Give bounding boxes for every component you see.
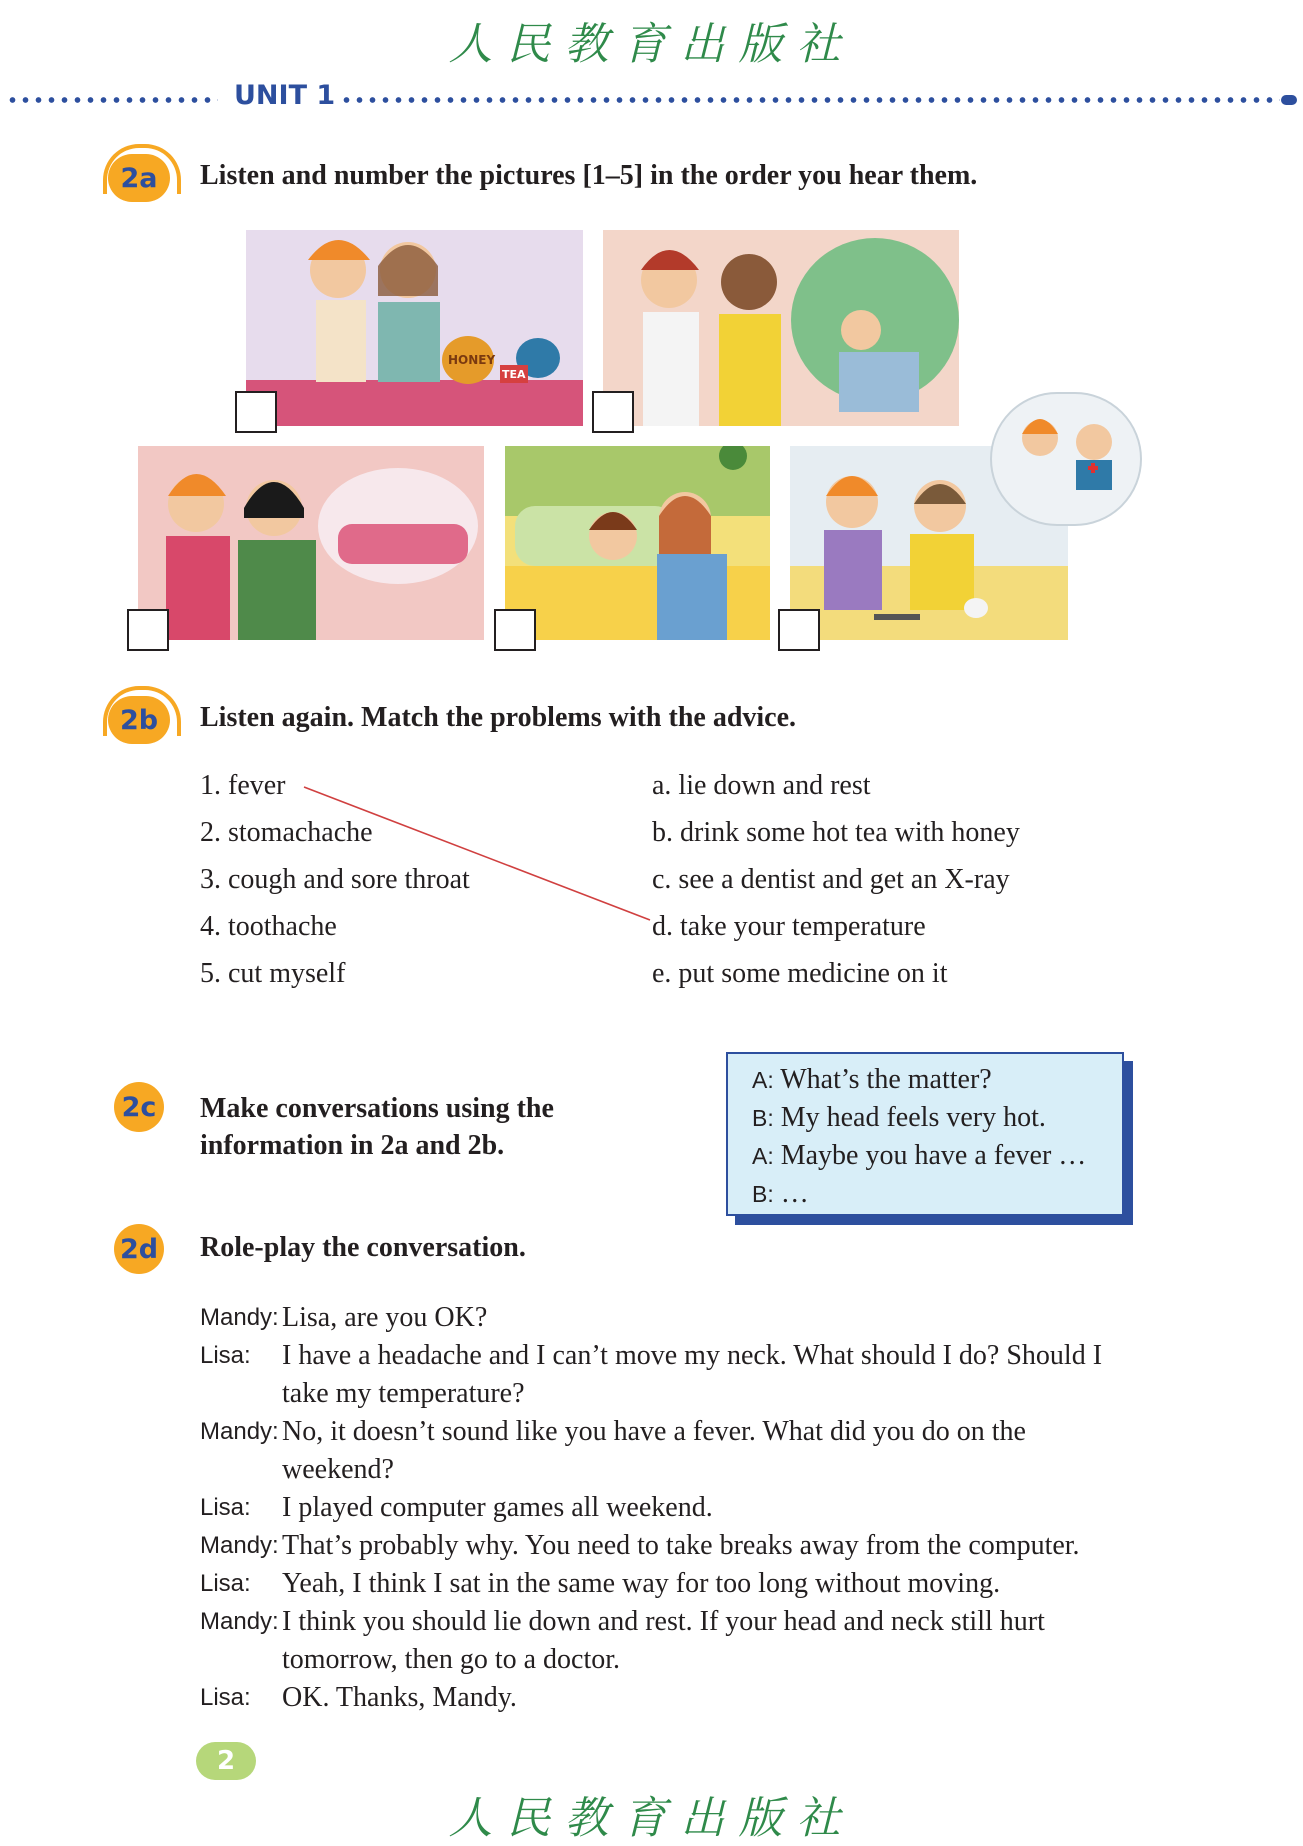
instruction-2b: Listen again. Match the problems with the advice.	[200, 702, 797, 733]
dialogue-line: OK. Thanks, Mandy.	[282, 1682, 517, 1713]
example-line: B: …	[752, 1178, 809, 1209]
advice-item: a. lie down and rest	[652, 770, 871, 801]
dialogue-speaker: Lisa:	[200, 1494, 251, 1521]
problem-item: 2. stomachache	[200, 817, 373, 848]
example-line: A: Maybe you have a fever …	[752, 1140, 1087, 1171]
dialogue-line: Lisa, are you OK?	[282, 1302, 488, 1333]
instruction-2a: Listen and number the pictures [1–5] in the order you hear them.	[200, 160, 978, 191]
problem-item: 4. toothache	[200, 911, 337, 942]
unit-label: UNIT 1	[234, 80, 336, 111]
instruction-2c-line2: information in 2a and 2b.	[200, 1130, 505, 1161]
publisher-logo-top: 人民教育出版社	[448, 19, 855, 70]
dialogue-line: Yeah, I think I sat in the same way for too long without moving.	[282, 1568, 1001, 1599]
example-line: B: My head feels very hot.	[752, 1102, 1046, 1133]
page-number: 2	[196, 1742, 256, 1780]
dialogue-speaker: Mandy:	[200, 1418, 279, 1445]
dialogue-speaker: Mandy:	[200, 1304, 279, 1331]
section-badge-2a: 2a	[108, 154, 170, 202]
section-badge-2d: 2d	[114, 1224, 164, 1274]
dialogue-line: That’s probably why. You need to take breaks away from the computer.	[282, 1530, 1080, 1561]
tea-box-label: TEA	[502, 368, 526, 381]
dialogue-line: I have a headache and I can’t move my neck. What should I do? Should I take my temperature?	[282, 1340, 1103, 1409]
dialogue-speaker: Lisa:	[200, 1684, 251, 1711]
dialogue-line: No, it doesn’t sound like you have a fever. What did you do on the weekend?	[282, 1416, 1026, 1485]
publisher-logo-bottom: 人民教育出版社	[448, 1793, 855, 1844]
advice-item: b. drink some hot tea with honey	[652, 817, 1020, 848]
instruction-2c-line1: Make conversations using the	[200, 1093, 554, 1124]
honey-jar-label: HONEY	[448, 353, 496, 367]
advice-item: d. take your temperature	[652, 911, 926, 942]
instruction-2c	[200, 1090, 554, 1164]
problem-item: 5. cut myself	[200, 958, 346, 989]
section-badge-2c: 2c	[114, 1082, 164, 1132]
dialogue-line: I played computer games all weekend.	[282, 1492, 713, 1523]
dialogue-speaker: Lisa:	[200, 1570, 251, 1597]
dialogue-speaker: Lisa:	[200, 1342, 251, 1369]
example-line: A: What’s the matter?	[752, 1064, 992, 1095]
dialogue-line: I think you should lie down and rest. If your head and neck still hurt tomorrow, then go to a doctor.	[282, 1606, 1045, 1675]
problem-item: 3. cough and sore throat	[200, 864, 470, 895]
advice-item: e. put some medicine on it	[652, 958, 948, 989]
dialogue-speaker: Mandy:	[200, 1608, 279, 1635]
problem-item: 1. fever	[200, 770, 286, 801]
section-badge-2b: 2b	[108, 696, 170, 744]
advice-item: c. see a dentist and get an X-ray	[652, 864, 1010, 895]
instruction-2d: Role-play the conversation.	[200, 1232, 526, 1263]
dialogue-speaker: Mandy:	[200, 1532, 279, 1559]
example-conversation-box	[726, 1052, 1124, 1216]
